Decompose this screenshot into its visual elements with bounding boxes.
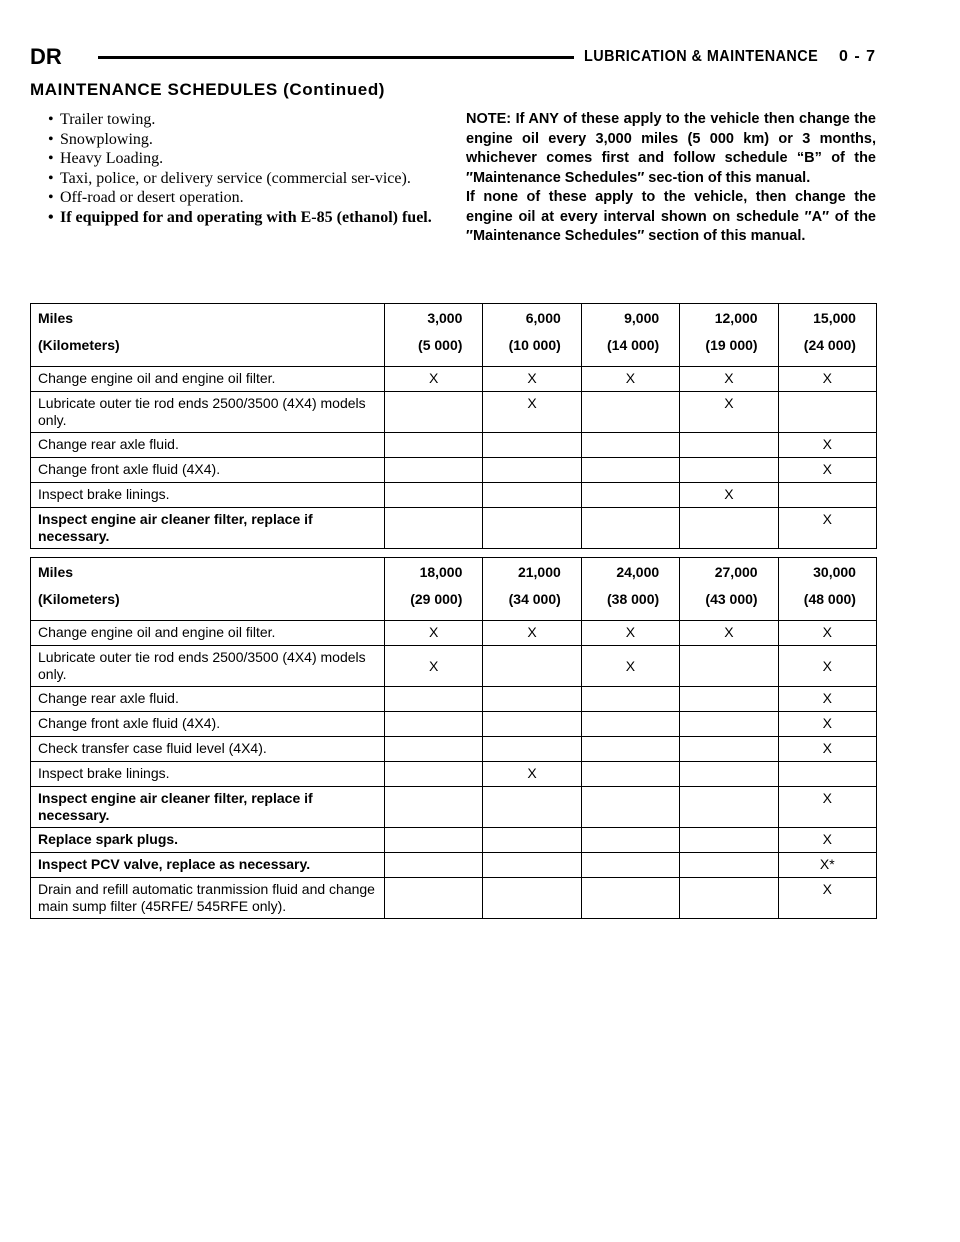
service-item-label: Check transfer case fluid level (4X4).: [31, 737, 385, 762]
interval-kilometers: (29 000): [410, 591, 463, 607]
service-mark-cell: X: [581, 367, 679, 392]
interval-cell: [778, 304, 876, 367]
service-mark-cell: [385, 483, 483, 508]
service-mark-cell: [581, 828, 679, 853]
note-paragraph: If none of these apply to the vehicle, then change the engine oil at every interval shown on schedule ″A″ of the ″Maintenance Schedules″ section of this manual.: [466, 189, 876, 244]
condition-text: Snowplowing.: [60, 130, 153, 148]
interval-kilometers: (5 000): [418, 337, 463, 353]
service-mark-cell: X: [778, 367, 876, 392]
page-header: [30, 44, 876, 74]
condition-item: [30, 208, 446, 228]
service-mark-cell: [581, 458, 679, 483]
interval-kilometers: (48 000): [803, 591, 856, 607]
service-mark-cell: [680, 687, 778, 712]
service-mark-cell: [385, 458, 483, 483]
service-mark-cell: [581, 737, 679, 762]
service-mark-cell: [483, 508, 581, 549]
interval-cell: [778, 558, 876, 621]
table-row: [31, 508, 877, 549]
service-mark-cell: [385, 828, 483, 853]
service-item-label: Change rear axle fluid.: [31, 687, 385, 712]
table-row: [31, 712, 877, 737]
bullet-icon: •: [48, 208, 54, 226]
interval-miles: 30,000: [813, 564, 856, 580]
condition-text: Trailer towing.: [60, 111, 156, 128]
service-mark-cell: [385, 762, 483, 787]
service-mark-cell: [680, 712, 778, 737]
service-mark-cell: [483, 853, 581, 878]
service-mark-cell: [385, 878, 483, 919]
table-row: [31, 687, 877, 712]
service-mark-cell: [385, 687, 483, 712]
table-row: [31, 878, 877, 919]
service-item-label: Drain and refill automatic tranmission fluid and change main sump filter (45RFE/ 545RFE only).: [31, 878, 385, 919]
interval-kilometers: (19 000): [705, 337, 758, 353]
condition-item: [30, 110, 446, 130]
service-mark-cell: X: [778, 828, 876, 853]
table-row: [31, 433, 877, 458]
service-mark-cell: [680, 762, 778, 787]
bullet-icon: •: [48, 130, 54, 148]
service-mark-cell: [581, 508, 679, 549]
page-number: 0 - 7: [838, 48, 876, 65]
interval-label-cell: [31, 558, 385, 621]
interval-kilometers: (14 000): [607, 337, 660, 353]
service-mark-cell: X: [385, 646, 483, 687]
service-mark-cell: [385, 712, 483, 737]
interval-miles: 3,000: [427, 310, 463, 326]
service-item-label: Change engine oil and engine oil filter.: [31, 621, 385, 646]
service-mark-cell: [483, 433, 581, 458]
kilometers-label: (Kilometers): [38, 337, 120, 353]
service-mark-cell: [581, 853, 679, 878]
bullet-icon: •: [48, 169, 54, 187]
interval-miles: 12,000: [714, 310, 758, 326]
interval-miles: 9,000: [624, 310, 660, 326]
service-mark-cell: [483, 483, 581, 508]
bullet-icon: •: [48, 189, 54, 206]
service-item-label: Replace spark plugs.: [31, 828, 385, 853]
service-mark-cell: [581, 687, 679, 712]
service-mark-cell: X: [778, 646, 876, 687]
interval-kilometers: (38 000): [607, 591, 660, 607]
service-mark-cell: [483, 878, 581, 919]
service-mark-cell: X: [483, 367, 581, 392]
service-mark-cell: X: [581, 646, 679, 687]
service-mark-cell: X: [483, 762, 581, 787]
bullet-icon: •: [48, 150, 54, 167]
service-mark-cell: [778, 483, 876, 508]
schedule-table-1: [30, 303, 877, 549]
service-item-label: Inspect brake linings.: [31, 483, 385, 508]
interval-kilometers: (10 000): [508, 337, 561, 353]
service-mark-cell: [483, 787, 581, 828]
table-header-row: [31, 304, 877, 367]
service-mark-cell: [385, 392, 483, 433]
interval-kilometers: (43 000): [705, 591, 758, 607]
service-mark-cell: [385, 508, 483, 549]
service-mark-cell: [385, 787, 483, 828]
service-mark-cell: [483, 687, 581, 712]
service-item-label: Inspect engine air cleaner filter, replace if necessary.: [31, 787, 385, 828]
table-row: [31, 853, 877, 878]
miles-label: Miles: [38, 564, 74, 580]
condition-text: Off-road or desert operation.: [60, 189, 244, 206]
service-mark-cell: [581, 878, 679, 919]
service-mark-cell: [385, 737, 483, 762]
service-item-label: Change rear axle fluid.: [31, 433, 385, 458]
service-mark-cell: X: [680, 367, 778, 392]
service-mark-cell: [581, 787, 679, 828]
service-mark-cell: X: [680, 392, 778, 433]
condition-text: Taxi, police, or delivery service (commercial ser-vice).: [60, 169, 411, 187]
service-mark-cell: X: [581, 621, 679, 646]
service-mark-cell: [581, 762, 679, 787]
service-mark-cell: [680, 787, 778, 828]
service-item-label: Inspect brake linings.: [31, 762, 385, 787]
interval-cell: [483, 558, 581, 621]
interval-label-cell: [31, 304, 385, 367]
interval-cell: [385, 558, 483, 621]
interval-cell: [385, 304, 483, 367]
note-paragraph: NOTE: If ANY of these apply to the vehicle then change the engine oil every 3,000 miles (5 000 km) or 3 months, whichever comes first and follow schedule “B” of the ″Maintenance Schedules″ sec-tion of this manual.: [466, 111, 876, 186]
service-mark-cell: [680, 828, 778, 853]
condition-item: [30, 188, 446, 208]
interval-cell: [581, 558, 679, 621]
service-mark-cell: [581, 392, 679, 433]
service-item-label: Inspect engine air cleaner filter, replace if necessary.: [31, 508, 385, 549]
interval-miles: 18,000: [419, 564, 463, 580]
miles-label: Miles: [38, 310, 74, 326]
interval-kilometers: (24 000): [803, 337, 856, 353]
interval-kilometers: (34 000): [508, 591, 561, 607]
interval-miles: 21,000: [517, 564, 561, 580]
service-mark-cell: [778, 762, 876, 787]
service-item-label: Lubricate outer tie rod ends 2500/3500 (4X4) models only.: [31, 392, 385, 433]
section-subheading: MAINTENANCE SCHEDULES (Continued): [30, 80, 386, 99]
service-mark-cell: X: [483, 392, 581, 433]
service-mark-cell: [483, 712, 581, 737]
service-mark-cell: X: [778, 621, 876, 646]
condition-item: [30, 169, 446, 189]
service-mark-cell: [778, 392, 876, 433]
table-row: [31, 787, 877, 828]
condition-item: [30, 130, 446, 150]
table-row: [31, 483, 877, 508]
service-mark-cell: [680, 433, 778, 458]
service-mark-cell: X: [385, 367, 483, 392]
table-row: [31, 621, 877, 646]
note-column: [466, 110, 876, 247]
service-mark-cell: X: [778, 737, 876, 762]
service-mark-cell: [483, 646, 581, 687]
service-mark-cell: [680, 646, 778, 687]
service-mark-cell: [581, 433, 679, 458]
interval-miles: 24,000: [616, 564, 660, 580]
service-item-label: Change engine oil and engine oil filter.: [31, 367, 385, 392]
service-mark-cell: X: [778, 433, 876, 458]
service-mark-cell: X: [778, 787, 876, 828]
service-item-label: Change front axle fluid (4X4).: [31, 712, 385, 737]
interval-cell: [680, 304, 778, 367]
schedule-table-2: [30, 557, 877, 919]
service-mark-cell: [581, 712, 679, 737]
service-mark-cell: X: [778, 508, 876, 549]
service-mark-cell: X: [385, 621, 483, 646]
service-item-label: Change front axle fluid (4X4).: [31, 458, 385, 483]
table-row: [31, 458, 877, 483]
service-mark-cell: [680, 737, 778, 762]
condition-item: [30, 149, 446, 169]
bullet-icon: •: [48, 111, 54, 128]
interval-cell: [581, 304, 679, 367]
service-mark-cell: X: [680, 483, 778, 508]
condition-text: Heavy Loading.: [60, 150, 164, 167]
interval-cell: [680, 558, 778, 621]
interval-miles: 15,000: [813, 310, 856, 326]
header-rule: [98, 56, 574, 59]
kilometers-label: (Kilometers): [38, 591, 120, 607]
table-header-row: [31, 558, 877, 621]
service-mark-cell: [483, 737, 581, 762]
service-mark-cell: [581, 483, 679, 508]
service-mark-cell: [385, 433, 483, 458]
service-mark-cell: [680, 878, 778, 919]
table-row: [31, 737, 877, 762]
service-item-label: Inspect PCV valve, replace as necessary.: [31, 853, 385, 878]
table-row: [31, 392, 877, 433]
service-mark-cell: X: [483, 621, 581, 646]
service-mark-cell: X: [778, 458, 876, 483]
service-mark-cell: [483, 458, 581, 483]
service-mark-cell: X: [778, 687, 876, 712]
service-mark-cell: [680, 458, 778, 483]
service-mark-cell: X: [778, 712, 876, 737]
service-mark-cell: [680, 508, 778, 549]
condition-text: If equipped for and operating with E-85 (ethanol) fuel.: [60, 208, 432, 226]
service-mark-cell: [385, 853, 483, 878]
interval-miles: 6,000: [525, 310, 561, 326]
table-row: [31, 367, 877, 392]
service-mark-cell: [483, 828, 581, 853]
table-row: [31, 646, 877, 687]
table-row: [31, 828, 877, 853]
conditions-list: [30, 110, 446, 227]
table-row: [31, 762, 877, 787]
service-mark-cell: X: [680, 621, 778, 646]
interval-cell: [483, 304, 581, 367]
header-code: DR: [30, 44, 62, 69]
service-mark-cell: [680, 853, 778, 878]
service-mark-cell: X: [778, 878, 876, 919]
interval-miles: 27,000: [714, 564, 758, 580]
service-mark-cell: X*: [778, 853, 876, 878]
header-section-title: LUBRICATION & MAINTENANCE: [583, 48, 818, 65]
service-item-label: Lubricate outer tie rod ends 2500/3500 (4X4) models only.: [31, 646, 385, 687]
